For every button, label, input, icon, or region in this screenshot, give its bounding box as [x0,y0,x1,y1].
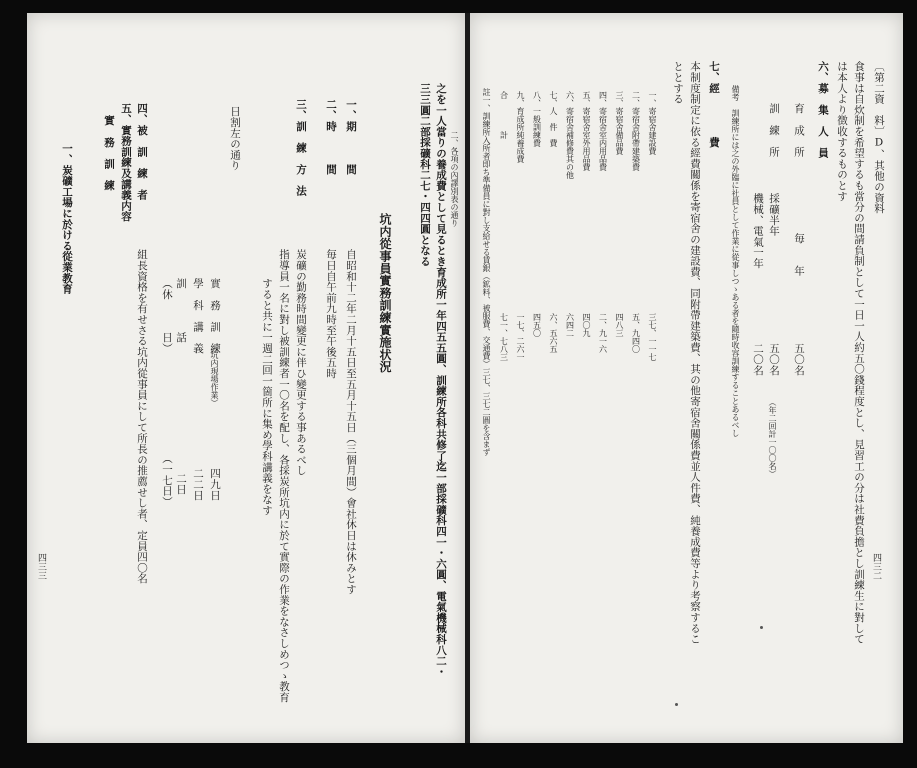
left-top-text-1: 之を一人當りの養成費として見るとき育成所一年四五五圓、訓練所各科共修了迄一部採礦科四一・六圓、電氣機械科八二・ [435,83,447,677]
expense-value: 七一、七八三 [499,313,509,361]
expense-value: 四八三 [615,313,624,337]
expense-value: 三七、一一七 [648,313,657,361]
schedule-item-3-label: 訓 話 [175,278,187,343]
recruit-row2-sub1-count: 五〇名 [768,343,780,376]
expense-label: 三、寄宿舍備品費 [615,91,624,155]
expense-label: 四、寄宿舍室内用品費 [598,91,608,171]
note-bikou: 備考 訓練所には之の外臨に社員として作業に從事しつゝある者を隨時收容訓練することあるべし [731,85,740,437]
footnote: 註一、訓練所入所者即ち準備員に對し支給せる賃銀（鉱料、被服費、交通費）三七、三七二圓を含まず [482,88,491,456]
expense-label: 一、寄宿舍建設費 [648,91,657,155]
left-note-small: 二、各項の內譯別表の通り [450,131,459,227]
trainee-text: 組長資格を有せさる坑内從事員にして所長の推薦せし者、定員四〇名 [136,249,148,584]
item-1-text: 自昭和十二年二月十五日至五月十五日（三個月間）會社休日は休みとす [345,249,357,595]
recruit-row2-sub2: 機械、電氣一年 [752,193,764,269]
footer-heading: 一、炭礦工場に於ける從業教育 [61,143,73,295]
ink-speck [675,703,678,706]
intro-text-1: 食事は自炊制を希望するも當分の間請負制として一日一人約五〇錢程度とし、見習工の分は社費負擔とし訓練生に對して [853,61,865,645]
expense-label: 七、人 件 費 [549,91,558,147]
schedule-item-2-label: 學 科 講 義 [192,278,204,354]
left-page [27,13,465,743]
recruit-row2-label: 訓 練 所 [768,103,780,157]
recruit-row1-label: 育 成 所 [793,103,805,157]
expense-value: 五、九四〇 [631,313,641,353]
intro-text-2: は本人より徴收するものとす [836,61,848,202]
expense-label: 六、寄宿舍補修費其の他 [565,91,575,179]
right-header: 〔第二資 料〕D、其他の資料 [873,61,885,214]
expense-label: 五、寄宿舍室外用品費 [582,91,591,171]
sec7-text-2: ととする [672,61,684,105]
expense-label: 八、一般訓練費 [532,91,542,147]
schedule-title: 日割左の通り [229,106,241,171]
schedule-item-1-note: （坑内現場作業） [210,343,219,407]
recruit-row2-sub1-note: （年二回計一〇〇名） [768,398,777,478]
expense-label: 合 計 [499,91,509,139]
schedule-item-2-days: 二二日 [192,468,204,501]
expense-value: 二、九一六 [598,313,608,353]
expense-label: 九、育成所純養成費 [516,91,525,163]
expense-value: 一七、二六一 [516,313,525,361]
expense-value: 四五〇 [532,313,542,337]
schedule-item-1-label: 實 務 訓 練 [209,278,221,354]
item-2-label: 二、時 間 [325,99,337,175]
section-title: 坑内從事員實務訓練實施状況 [378,213,392,373]
schedule-item-1-days: 四九日 [209,468,221,501]
outline-line-1: 四、被 訓 練 者 [136,103,148,201]
sec7-title: 七、經 費 [708,61,720,148]
recruit-row2-sub2-count: 二〇名 [752,343,764,376]
schedule-item-4-label: （休 日） [161,278,173,354]
ink-speck [760,626,763,629]
schedule-item-3-days: 二日 [175,473,187,495]
item-3-text: 炭礦の勤務時間變更に伴ひ變更する事あるべし [295,249,307,476]
expense-value: 六四二 [565,313,575,337]
right-page [470,13,903,743]
outline-line-3: 實 務 訓 練 [103,115,115,191]
method-text-1: 指導員一名に對し被訓練者一〇名を配し、各採炭所坑内に於て實際の作業をなさしめつゝ教育 [278,249,290,703]
outline-line-2: 五、實務訓練及講義内容 [120,103,132,222]
sec7-text-1: 本制度制定に依る經費關係を寄宿舍の建設費、同附帶建築費、其の他寄宿舍關係費並人件費、純養成費等より考察するこ [689,61,701,645]
expense-value: 四〇九 [582,313,591,337]
right-page-number: 四三二 [871,553,881,580]
expense-label: 二、寄宿舍附帶建築費 [631,91,641,171]
item-3-label: 三、訓 練 方 法 [295,99,307,197]
method-text-2: すると共に一週二回一箇所に集め學科講義をなす [261,278,273,516]
item-1-label: 一、期 間 [345,99,357,175]
schedule-item-4-days: （一七日） [161,453,173,507]
expense-value: 六、五六五 [549,313,558,353]
recruit-row2-sub1: 採礦半年 [768,193,780,237]
sec6-title: 六、募 集 人 員 [817,61,829,159]
left-page-number: 四三三 [36,553,46,580]
left-top-text-2: 三三圓二部採礦科二七・四四圓となる [419,83,431,267]
recruit-row1-count: 五〇名 [793,343,805,376]
recruit-row1-year: 毎 年 [793,233,805,277]
item-2-text: 毎日自午前九時至午後五時 [325,249,337,379]
